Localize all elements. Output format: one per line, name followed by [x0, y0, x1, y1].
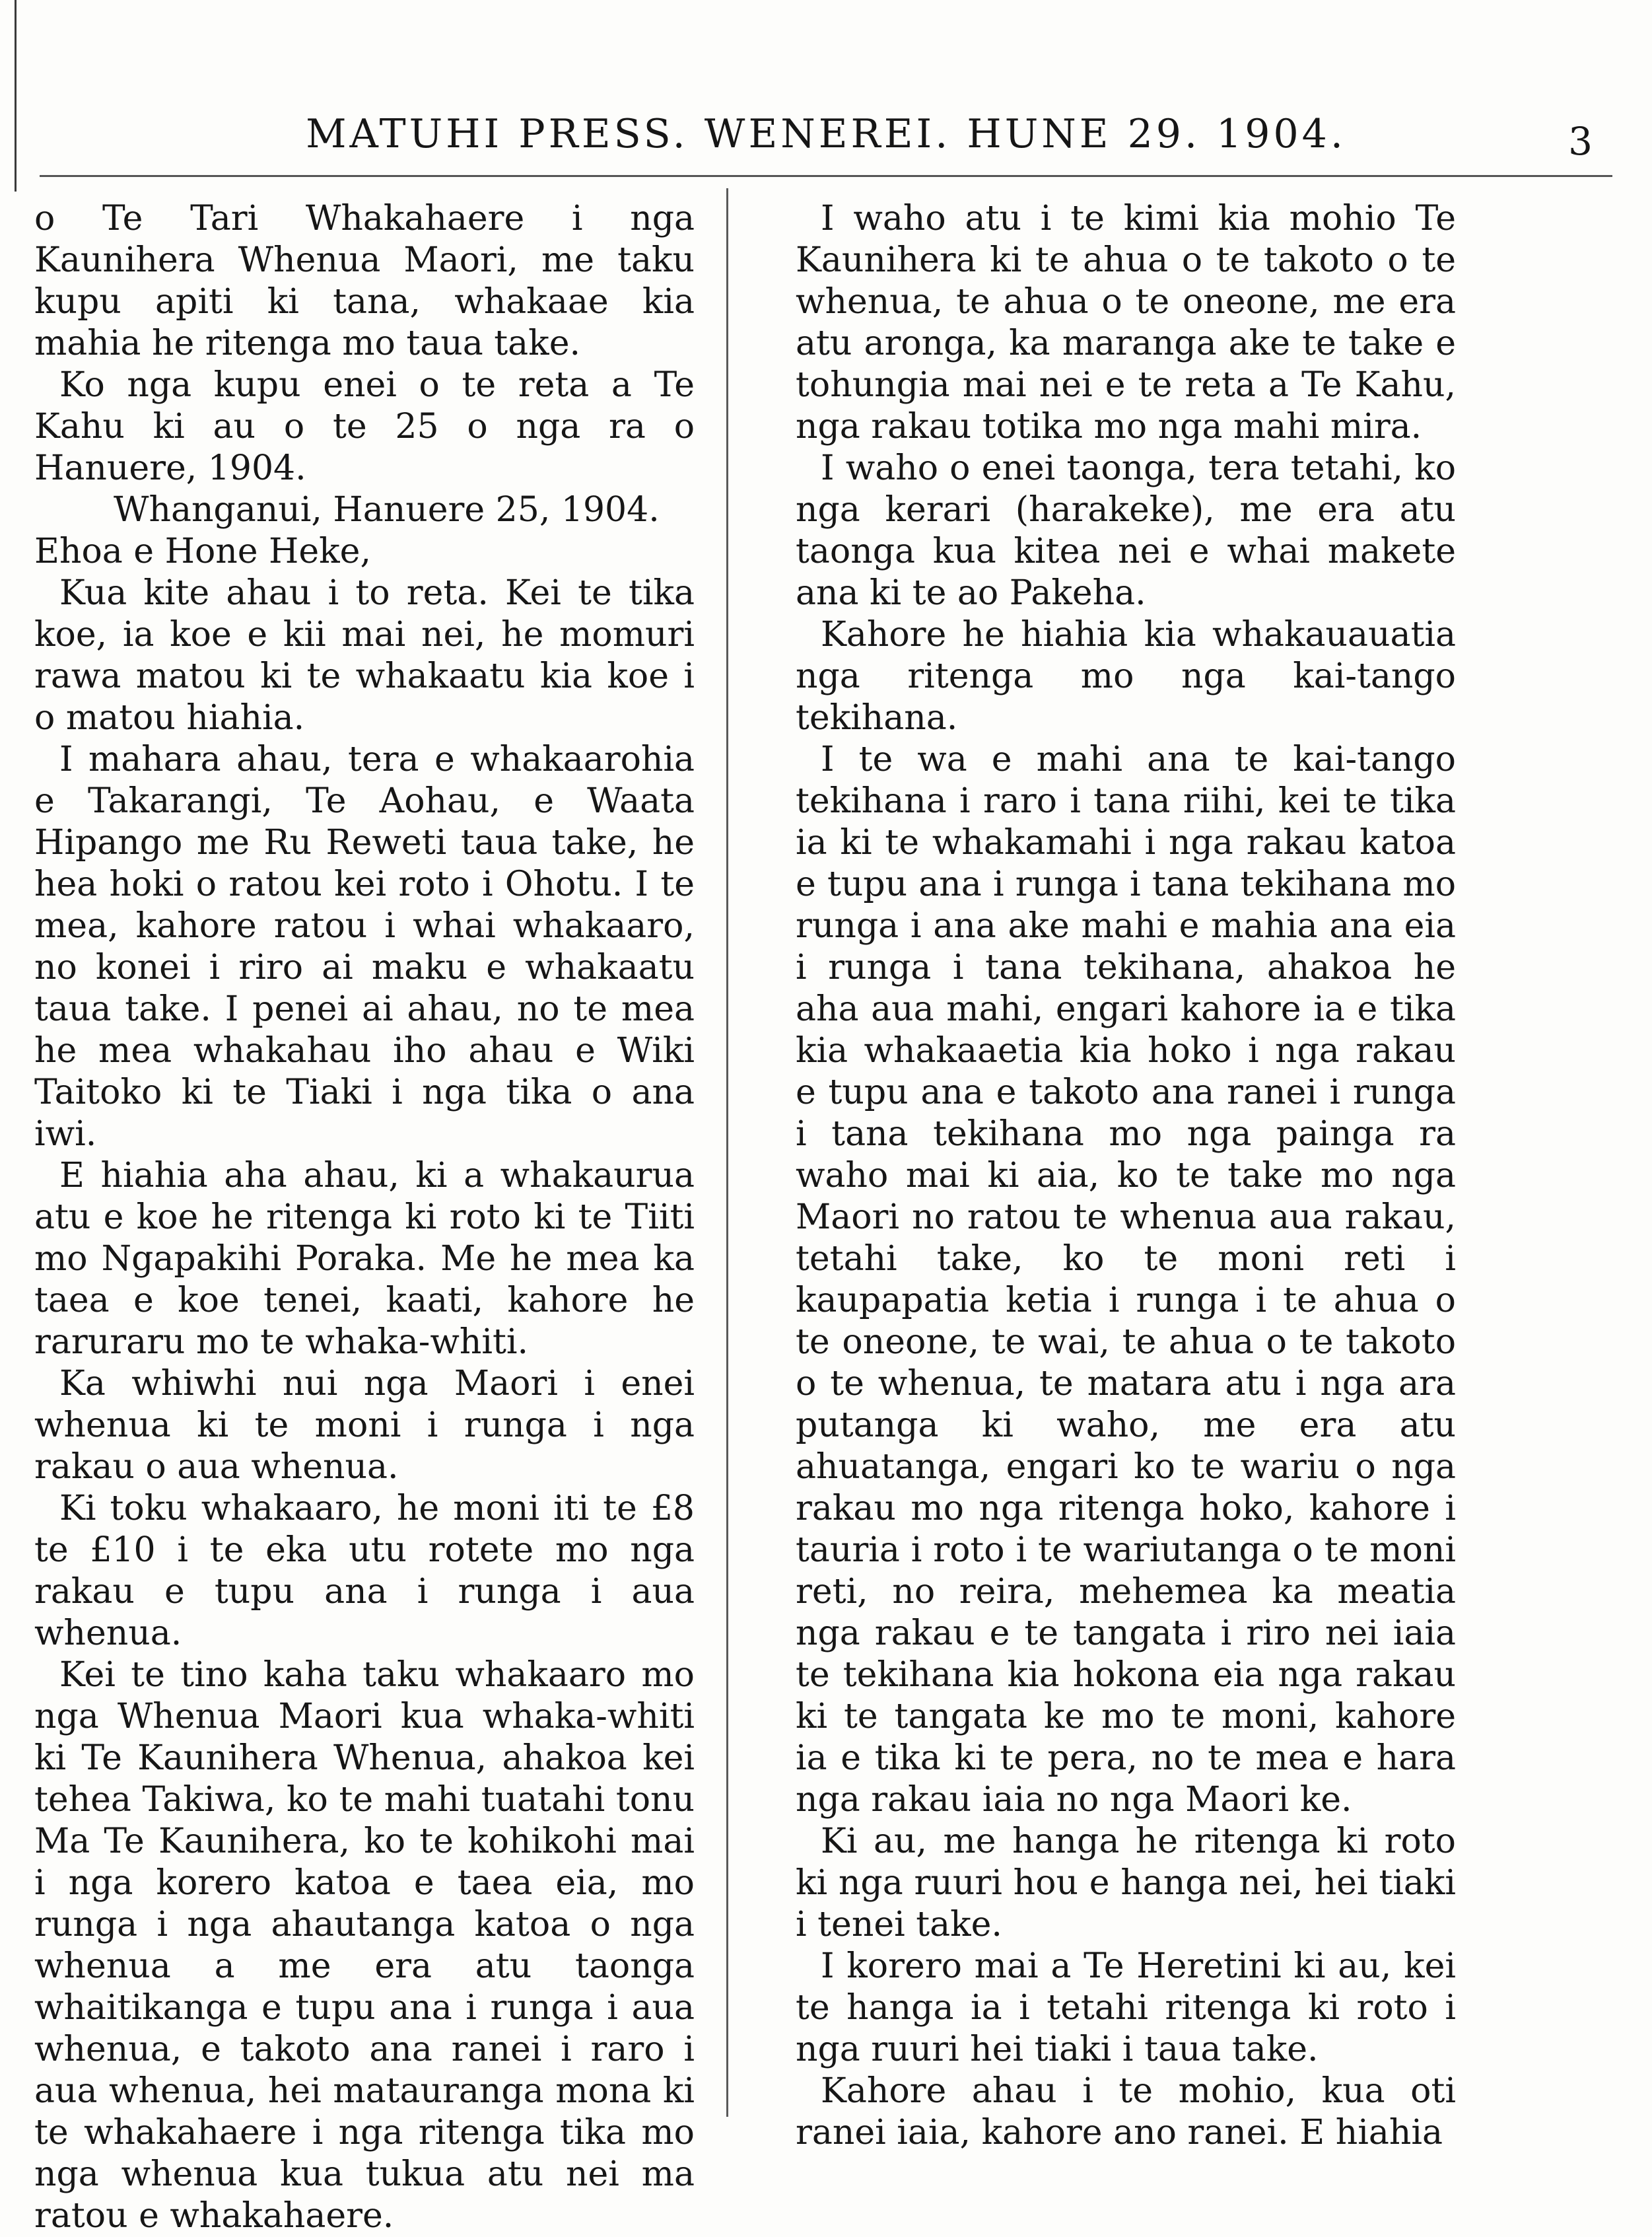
paragraph: I waho atu i te kimi kia mohio Te Kaunihera ki te ahua o te takoto o te whenua, te ahua o te oneone, me era atu aronga, ka maranga ake te take e tohungia mai nei e te reta a Te Kahu, nga rakau totika mo nga mahi mira. [796, 199, 1456, 446]
letter-salutation: Ehoa e Hone Heke, [34, 532, 371, 571]
paragraph: Ki toku whakaaro, he moni iti te £8 te £10 i te eka utu rotete mo nga rakau e tupu ana i runga i aua whenua. [34, 1489, 695, 1653]
paragraph: Kua kite ahau i to reta. Kei te tika koe, ia koe e kii mai nei, he momuri rawa matou ki te whakaatu kia koe i o matou hiahia. [34, 573, 695, 738]
paragraph: o Te Tari Whakahaere i nga Kaunihera Whenua Maori, me taku kupu apiti ki tana, whakaae kia mahia he ritenga mo taua take. [34, 199, 695, 363]
page-edge-line [15, 0, 17, 192]
newspaper-masthead: MATUHI PRESS. WENEREI. HUNE 29. 1904. [306, 111, 1346, 157]
paragraph: E hiahia aha ahau, ki a whakaurua atu e koe he ritenga ki roto ki te Tiiti mo Ngapakihi Poraka. Me he mea ka taea e koe tenei, kaati, kahore he raruraru mo te whaka-whiti. [34, 1156, 695, 1362]
paragraph: Ka whiwhi nui nga Maori i enei whenua ki te moni i runga i nga rakau o aua whenua. [34, 1364, 695, 1487]
paragraph: Ko nga kupu enei o te reta a Te Kahu ki au o te 25 o nga ra o Hanuere, 1904. [34, 365, 695, 488]
left-column [34, 198, 695, 2236]
header-rule [40, 175, 1612, 177]
paragraph: I korero mai a Te Heretini ki au, kei te hanga ia i tetahi ritenga ki roto i nga ruuri hei tiaki i taua take. [796, 1946, 1456, 2069]
page-number: 3 [1568, 119, 1593, 164]
paragraph: I waho o enei taonga, tera tetahi, ko nga kerari (harakeke), me era atu taonga kua kitea nei e whai makete ana ki te ao Pakeha. [796, 448, 1456, 613]
paragraph: I te wa e mahi ana te kai-tango tekihana i raro i tana riihi, kei te tika ia ki te whakamahi i nga rakau katoa e tupu ana i runga i tana tekihana mo runga i ana ake mahi e mahia ana eia i runga i tana tekihana, ahakoa he aha aua mahi, engari kahore ia e tika kia whakaaetia kia hoko i nga rakau e tupu ana e takoto ana ranei i runga i tana tekihana mo nga painga ra waho mai ki aia, ko te take mo nga Maori no ratou te whenua aua rakau, tetahi take, ko te moni reti i kaupapatia ketia i runga i te ahua o te oneone, te wai, te ahua o te takoto o te whenua, te matara atu i nga ara putanga ki waho, me era atu ahuatanga, engari ko te wariu o nga rakau mo nga ritenga hoko, kahore i tauria i roto i te wariutanga o te moni reti, no reira, mehemea ka meatia nga rakau e te tangata i riro nei iaia te tekihana kia hokona eia nga rakau ki te tangata ke mo te moni, kahore ia e tika ki te pera, no te mea e hara nga rakau iaia no nga Maori ke. [796, 740, 1456, 1820]
paragraph: Kahore he hiahia kia whakauauatia nga ritenga mo nga kai-tango tekihana. [796, 615, 1456, 738]
paragraph: I mahara ahau, tera e whakaarohia e Takarangi, Te Aohau, e Waata Hipango me Ru Reweti taua take, he hea hoki o ratou kei roto i Ohotu. I te mea, kahore ratou i whai whakaaro, no konei i riro ai maku e whakaatu taua take. I penei ai ahau, no te mea he mea whakahau iho ahau e Wiki Taitoko ki te Tiaki i nga tika o ana iwi. [34, 740, 695, 1154]
right-column [796, 198, 1456, 2152]
letter-dateline: Whanganui, Hanuere 25, 1904. [114, 490, 660, 530]
paragraph: Kei te tino kaha taku whakaaro mo nga Whenua Maori kua whaka-whiti ki Te Kaunihera Whenua, ahakoa kei tehea Takiwa, ko te mahi tuatahi tonu Ma Te Kaunihera, ko te kohikohi mai i nga korero katoa e taea eia, mo runga i nga ahautanga katoa o nga whenua a me era atu taonga whaitikanga e tupu ana i runga i aua whenua, e takoto ana ranei i raro i aua whenua, hei matauranga mona ki te whakahaere i nga ritenga tika mo nga whenua kua tukua atu nei ma ratou e whakahaere. [34, 1655, 695, 2236]
paragraph: Kahore ahau i te mohio, kua oti ranei iaia, kahore ano ranei. E hiahia [796, 2071, 1456, 2152]
page-header [20, 99, 1632, 172]
paragraph: Ki au, me hanga he ritenga ki roto ki nga ruuri hou e hanga nei, hei tiaki i tenei take. [796, 1822, 1456, 1944]
column-divider [726, 188, 728, 2117]
